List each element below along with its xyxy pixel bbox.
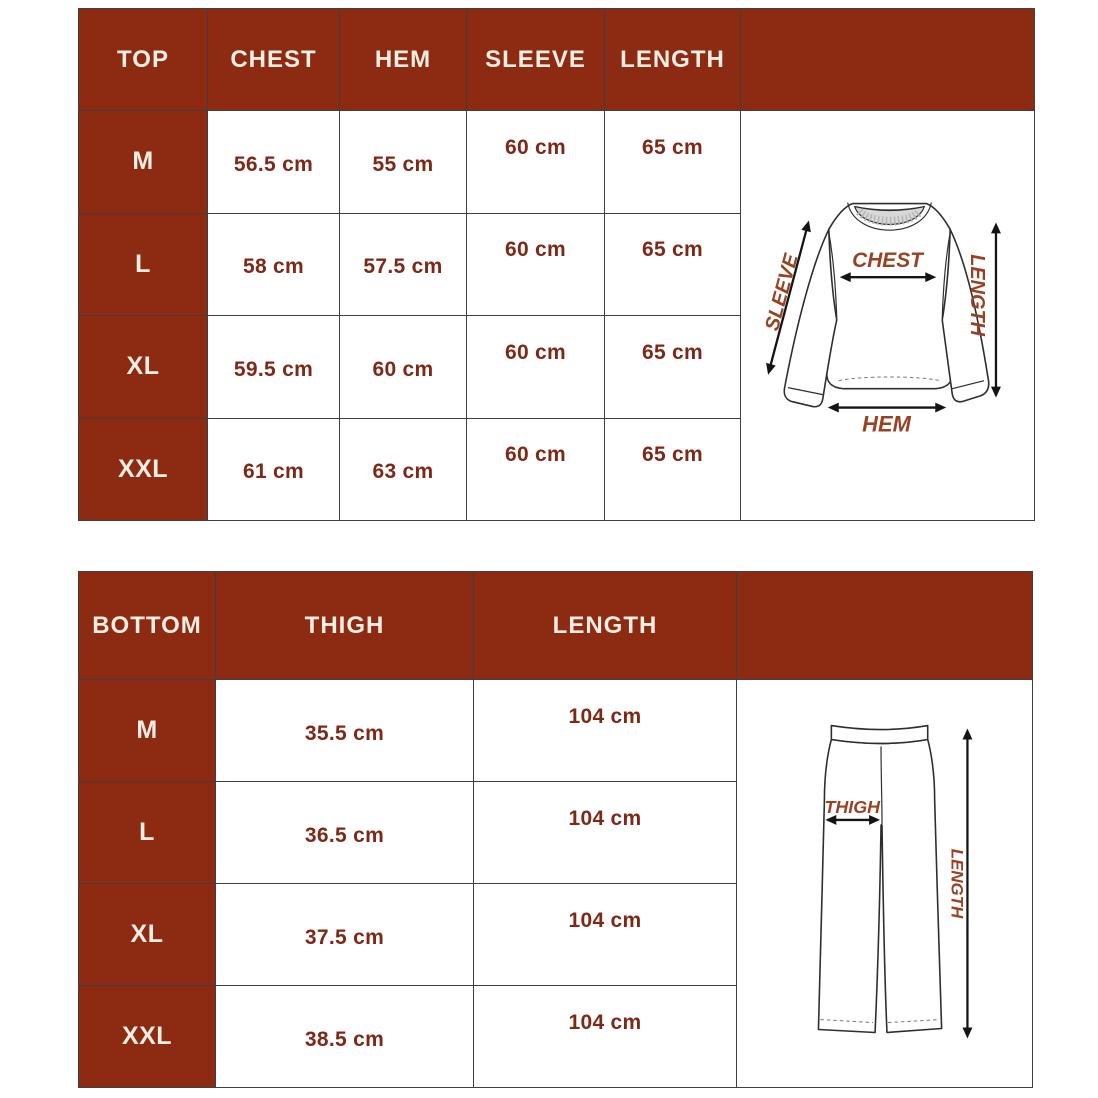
top-row-xxl-chest: 61 cm	[208, 419, 339, 521]
top-row-l-sleeve: 60 cm	[467, 214, 604, 316]
bottom-row-xxl-size: XXL	[79, 986, 215, 1087]
bottom-header-thigh: THIGH	[216, 572, 473, 679]
bottom-row-m-length: 104 cm	[474, 680, 736, 781]
top-header-chest: CHEST	[208, 9, 339, 110]
top-row-xxl-length: 65 cm	[605, 419, 740, 521]
top-row-l-size: L	[79, 214, 207, 316]
thigh-label: THIGH	[824, 796, 881, 817]
top-size-table	[78, 8, 1035, 521]
bottom-garment-diagram-cell	[737, 680, 1032, 1087]
top-row-xxl-size: XXL	[79, 419, 207, 521]
bottom-row-xxl-length: 104 cm	[474, 986, 736, 1087]
bottom-row-xl-size: XL	[79, 884, 215, 985]
shirt-body	[827, 204, 953, 389]
top-row-xl-chest: 59.5 cm	[208, 316, 339, 418]
top-garment-diagram-cell	[741, 111, 1034, 520]
top-header-top: TOP	[79, 9, 207, 110]
bottom-row-m-size: M	[79, 680, 215, 781]
top-row-m-sleeve: 60 cm	[467, 111, 604, 213]
top-row-l-length: 65 cm	[605, 214, 740, 316]
top-header-diagram-spacer	[741, 9, 1034, 110]
bottom-row-m-thigh: 35.5 cm	[216, 680, 473, 781]
pants-body	[818, 739, 941, 1032]
length-label: LENGTH	[966, 254, 989, 336]
top-row-xl-size: XL	[79, 316, 207, 418]
sleeve-label: SLEEVE	[761, 251, 803, 334]
top-row-m-chest: 56.5 cm	[208, 111, 339, 213]
bottom-row-l-thigh: 36.5 cm	[216, 782, 473, 883]
pants-length-label: LENGTH	[947, 848, 967, 919]
bottom-row-xl-thigh: 37.5 cm	[216, 884, 473, 985]
bottom-row-l-length: 104 cm	[474, 782, 736, 883]
top-row-xl-hem: 60 cm	[340, 316, 466, 418]
bottom-header-bottom: BOTTOM	[79, 572, 215, 679]
hem-label: HEM	[862, 411, 911, 437]
top-row-m-hem: 55 cm	[340, 111, 466, 213]
chest-label: CHEST	[852, 249, 923, 273]
top-row-l-chest: 58 cm	[208, 214, 339, 316]
bottom-size-table	[78, 571, 1033, 1088]
top-row-xxl-sleeve: 60 cm	[467, 419, 604, 521]
top-header-hem: HEM	[340, 9, 466, 110]
bottom-header-length: LENGTH	[474, 572, 736, 679]
top-row-m-length: 65 cm	[605, 111, 740, 213]
pants-waistband	[831, 726, 927, 744]
length-arrow	[991, 222, 1001, 397]
top-row-xxl-hem: 63 cm	[340, 419, 466, 521]
bottom-row-l-size: L	[79, 782, 215, 883]
pants-sketch	[737, 680, 1032, 1087]
top-header-sleeve: SLEEVE	[467, 9, 604, 110]
shirt-sketch	[741, 111, 1034, 520]
top-row-l-hem: 57.5 cm	[340, 214, 466, 316]
top-row-xl-length: 65 cm	[605, 316, 740, 418]
top-row-xl-sleeve: 60 cm	[467, 316, 604, 418]
top-row-m-size: M	[79, 111, 207, 213]
bottom-row-xxl-thigh: 38.5 cm	[216, 986, 473, 1087]
bottom-row-xl-length: 104 cm	[474, 884, 736, 985]
bottom-header-diagram-spacer	[737, 572, 1032, 679]
top-header-length: LENGTH	[605, 9, 740, 110]
